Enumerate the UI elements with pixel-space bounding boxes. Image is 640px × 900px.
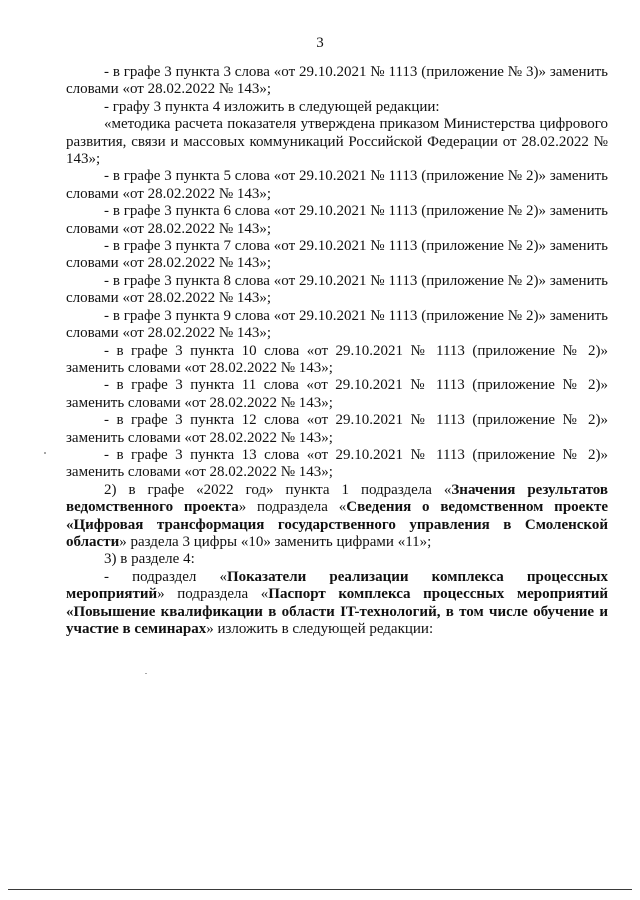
bold-text-run: Значения результатов ведомственного проекта (66, 481, 608, 516)
paragraph (66, 168, 608, 203)
page-number: 3 (316, 35, 324, 51)
text-run: - в графе 3 пункта 12 слова «от 29.10.2021 № 1113 (приложение № 2)» заменить словами «от 28.02.2022 № 143»; (66, 412, 608, 446)
text-run: - в графе 3 пункта 7 слова «от 29.10.2021 № 1113 (приложение № 2)» заменить словами «от 28.02.2022 № 143»; (66, 238, 608, 272)
text-run: - в графе 3 пункта 10 слова «от 29.10.2021 № 1113 (приложение № 2)» заменить словами «от 28.02.2022 № 143»; (66, 342, 608, 376)
bold-text-run: Паспорт комплекса процессных мероприятий «Повышение квалификации в области IT-технологий, в том числе обучение и участие в семинарах (66, 586, 608, 637)
text-run: » раздела 3 цифры «10» заменить цифрами «11»; (119, 533, 432, 550)
text-run: » подраздела « (157, 586, 269, 603)
text-run: - в графе 3 пункта 6 слова «от 29.10.2021 № 1113 (приложение № 2)» заменить словами «от 28.02.2022 № 143»; (66, 203, 608, 237)
scan-speck (44, 452, 46, 454)
paragraph (66, 343, 608, 378)
paragraph (66, 412, 608, 447)
text-run: - подраздел « (104, 568, 227, 585)
text-run: - в графе 3 пункта 8 слова «от 29.10.2021 № 1113 (приложение № 2)» заменить словами «от 28.02.2022 № 143»; (66, 272, 608, 307)
paragraph (66, 482, 608, 552)
paragraph (66, 447, 608, 482)
paragraph (66, 64, 608, 99)
bold-text-run: Показатели реализации комплекса процессных мероприятий (66, 568, 608, 603)
text-run: - в графе 3 пункта 9 слова «от 29.10.2021 № 1113 (приложение № 2)» заменить словами «от 28.02.2022 № 143»; (66, 307, 608, 342)
paragraph (66, 238, 608, 273)
text-run: » подраздела « (238, 499, 347, 516)
paragraph (66, 308, 608, 343)
paragraph (66, 569, 608, 639)
text-run: - в графе 3 пункта 3 слова «от 29.10.2021 № 1113 (приложение № 3)» заменить словами «от 28.02.2022 № 143»; (66, 64, 608, 98)
paragraph (66, 99, 608, 116)
document-body (66, 64, 608, 638)
paragraph (66, 377, 608, 412)
text-run: - графу 3 пункта 4 изложить в следующей редакции: (104, 98, 440, 115)
paragraph (66, 273, 608, 308)
page-bottom-edge (8, 889, 632, 890)
paragraph (66, 203, 608, 238)
bold-text-run: Сведения о ведомственном проекте «Цифровая трансформация государственного управления в Смоленской области (66, 499, 608, 550)
text-run: «методика расчета показателя утверждена приказом Министерства цифрового развития, связи и массовых коммуникаций Российской Федерации от 28.02.2022 № 143»; (66, 116, 608, 168)
text-run: 2) в графе «2022 год» пункта 1 подраздела « (104, 481, 452, 498)
text-run: 3) в разделе 4: (104, 551, 195, 568)
text-run: » изложить в следующей редакции: (206, 621, 434, 637)
text-run: - в графе 3 пункта 11 слова «от 29.10.2021 № 1113 (приложение № 2)» заменить словами «от 28.02.2022 № 143»; (66, 377, 608, 411)
text-run: - в графе 3 пункта 5 слова «от 29.10.2021 № 1113 (приложение № 2)» заменить словами «от 28.02.2022 № 143»; (66, 168, 608, 202)
scan-speck (145, 673, 147, 674)
paragraph (66, 551, 608, 568)
paragraph (66, 116, 608, 168)
text-run: - в графе 3 пункта 13 слова «от 29.10.2021 № 1113 (приложение № 2)» заменить словами «от 28.02.2022 № 143»; (66, 446, 608, 481)
